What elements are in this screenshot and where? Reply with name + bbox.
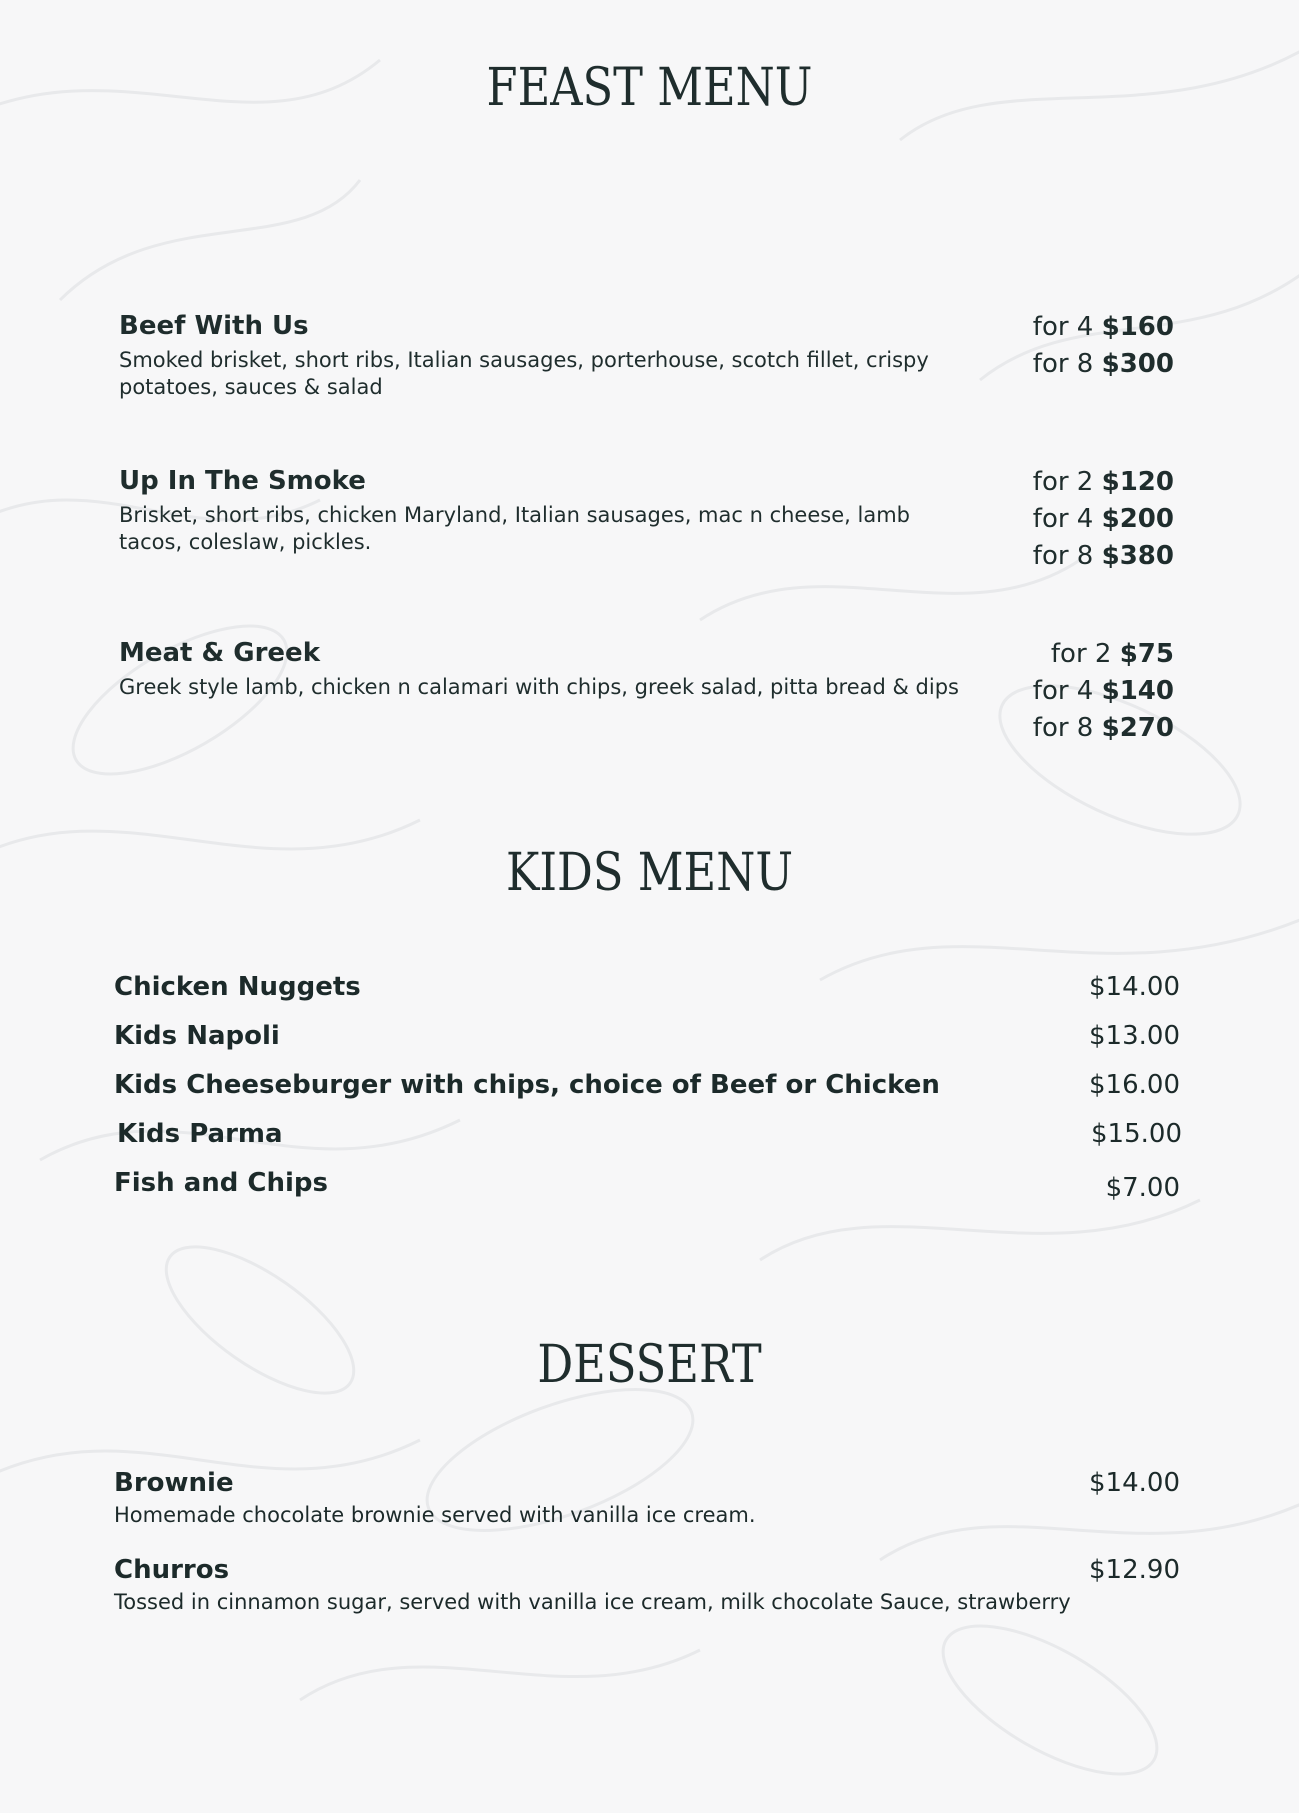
kids-item-name: Fish and Chips (114, 1168, 329, 1198)
dessert-title: DESSERT (537, 1335, 762, 1395)
kids-item-price: $13.00 (1089, 1021, 1180, 1051)
dessert-item-name: Churros (114, 1555, 230, 1585)
feast-menu-title: FEAST MENU (486, 58, 813, 118)
kids-item-kids-cheeseburger (114, 1067, 1180, 1103)
feast-item-name: Meat & Greek (119, 638, 320, 668)
dessert-item-churros (114, 1552, 1180, 1616)
price-option: for 4 $160 (1032, 312, 1174, 342)
price-option: for 8 $380 (1032, 541, 1174, 571)
dessert-item-price: $14.00 (1089, 1468, 1180, 1498)
dessert-item-price: $12.90 (1089, 1555, 1180, 1585)
kids-menu-title: KIDS MENU (505, 843, 794, 903)
kids-item-name: Kids Parma (117, 1119, 283, 1149)
kids-item-chicken-nuggets (114, 969, 1180, 1005)
feast-item-description: Greek style lamb, chicken n calamari with chips, greek salad, pitta bread & dips (119, 675, 959, 699)
kids-item-price: $15.00 (1091, 1119, 1182, 1149)
feast-item-beef-with-us (119, 309, 1174, 401)
dessert-item-description: Homemade chocolate brownie served with vanilla ice cream. (114, 1503, 756, 1527)
feast-item-name: Up In The Smoke (119, 466, 366, 496)
kids-item-name: Chicken Nuggets (114, 972, 361, 1002)
feast-item-name: Beef With Us (119, 311, 309, 341)
kids-item-fish-and-chips (114, 1165, 1180, 1201)
feast-item-description: Brisket, short ribs, chicken Maryland, Italian sausages, mac n cheese, lamb tacos, coleslaw, pickles. (119, 503, 910, 554)
feast-item-meat-and-greek (119, 636, 1174, 743)
price-option: for 8 $270 (1032, 713, 1174, 743)
kids-item-kids-napoli (114, 1018, 1180, 1054)
feast-item-prices (1033, 464, 1174, 575)
price-option: for 4 $140 (1032, 676, 1174, 706)
dessert-item-name: Brownie (114, 1468, 234, 1498)
kids-item-name: Kids Napoli (114, 1021, 280, 1051)
dessert-item-description: Tossed in cinnamon sugar, served with vanilla ice cream, milk chocolate Sauce, strawberry (114, 1590, 1071, 1614)
kids-item-price: $14.00 (1089, 972, 1180, 1002)
price-option: for 4 $200 (1032, 504, 1174, 534)
feast-item-prices (1033, 309, 1174, 383)
kids-item-price: $16.00 (1089, 1070, 1180, 1100)
kids-item-price: $7.00 (1105, 1173, 1180, 1203)
feast-item-description: Smoked brisket, short ribs, Italian sausages, porterhouse, scotch fillet, crispy potatoes, sauces & salad (119, 348, 929, 399)
dessert-item-brownie (114, 1465, 1180, 1529)
kids-item-name: Kids Cheeseburger with chips, choice of Beef or Chicken (114, 1070, 940, 1100)
feast-item-prices (1033, 636, 1174, 747)
price-option: for 8 $300 (1032, 349, 1174, 379)
feast-item-up-in-the-smoke (119, 464, 1174, 571)
kids-item-kids-parma (117, 1116, 1182, 1152)
price-option: for 2 $75 (1050, 639, 1174, 669)
price-option: for 2 $120 (1032, 467, 1174, 497)
